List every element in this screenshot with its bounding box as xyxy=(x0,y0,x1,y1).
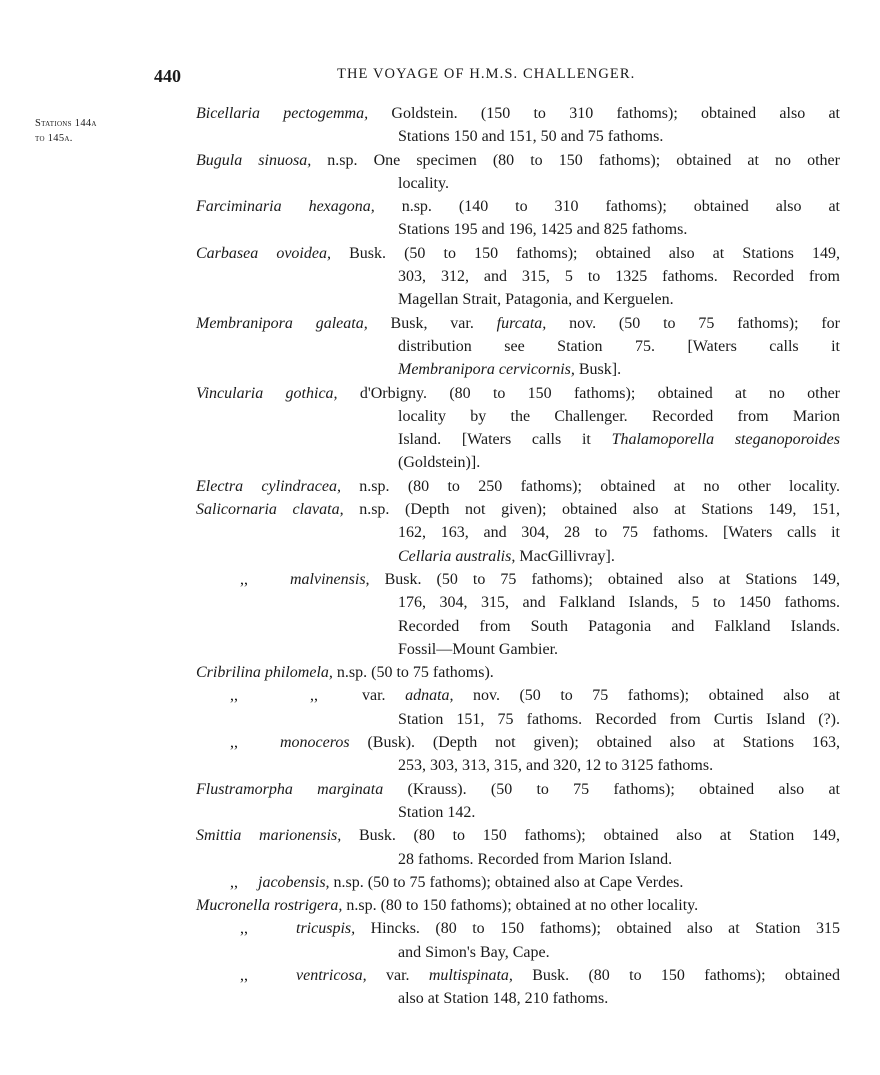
synonym-name: Membranipora cervicornis, xyxy=(398,361,575,379)
species-name: Salicornaria clavata, xyxy=(196,501,344,519)
entry-text: Island. [Waters calls it xyxy=(398,431,612,449)
entry-text: 28 fathoms. Recorded from Marion Island. xyxy=(398,850,673,868)
entry-text: 176, 304, 315, and Falkland Islands, 5 to 1450 fathoms. xyxy=(398,594,840,612)
species-name: ventricosa, xyxy=(296,966,367,984)
species-entry xyxy=(0,917,880,964)
ditto-mark: ,, xyxy=(310,687,318,705)
species-name: Mucronella rostrigera, xyxy=(196,897,343,915)
entry-text: n.sp. (140 to 310 fathoms); obtained also at xyxy=(374,198,840,216)
species-name: Bugula sinuosa, xyxy=(196,151,312,169)
ditto-mark: ,, xyxy=(240,966,248,984)
entry-text: n.sp. (80 to 150 fathoms); obtained at no other locality. xyxy=(342,897,699,915)
synonym-name: Cellaria australis, xyxy=(398,547,516,565)
ditto-mark: ,, xyxy=(230,734,238,752)
species-entry xyxy=(0,312,880,382)
species-entry xyxy=(0,242,880,312)
ditto-mark: ,, xyxy=(240,570,248,588)
species-entry xyxy=(0,778,880,825)
margin-note-line: Stations 144a xyxy=(35,118,97,129)
variety-name: multispinata, xyxy=(428,966,513,984)
species-name: Cribrilina philomela, xyxy=(196,664,333,682)
entry-text: d'Orbigny. (80 to 150 fathoms); obtained at no other xyxy=(337,384,840,402)
species-entry xyxy=(0,382,880,475)
synonym-name: Thalamoporella steganoporoides xyxy=(611,431,841,449)
entry-text: Busk. (50 to 150 fathoms); obtained also at Stations 149, xyxy=(330,244,841,262)
page-number: 440 xyxy=(154,66,181,86)
species-name: Carbasea ovoidea, xyxy=(196,244,331,262)
species-list xyxy=(0,100,880,1011)
species-entry xyxy=(0,824,880,871)
species-entry xyxy=(0,964,880,1011)
running-title: THE VOYAGE OF H.M.S. CHALLENGER. xyxy=(337,66,636,82)
species-name: Electra cylindracea, xyxy=(196,477,341,495)
entry-text: Fossil—Mount Gambier. xyxy=(398,640,559,658)
entry-text: var. xyxy=(366,966,429,984)
species-name: Membranipora galeata, xyxy=(196,314,368,332)
entry-text: nov. (50 to 75 fathoms); obtained also at xyxy=(453,687,841,705)
species-entry xyxy=(0,894,880,917)
ditto-mark: ,, xyxy=(230,873,238,891)
entry-text: n.sp. (Depth not given); obtained also at Stations 149, 151, xyxy=(343,501,841,519)
entry-text: locality. xyxy=(398,174,449,192)
species-name: Bicellaria pectogemma, xyxy=(196,105,369,122)
entry-text: 162, 163, and 304, 28 to 75 fathoms. [Waters calls it xyxy=(398,524,840,542)
species-name: tricuspis, xyxy=(296,920,356,938)
entry-text: distribution see Station 75. [Waters calls it xyxy=(398,337,840,355)
species-entry xyxy=(0,102,880,149)
entry-text: (Busk). (Depth not given); obtained also at Stations 163, xyxy=(349,734,840,752)
species-name: monoceros xyxy=(280,734,350,752)
species-entry xyxy=(0,195,880,242)
ditto-mark: ,, xyxy=(240,920,248,938)
entry-text: Station 151, 75 fathoms. Recorded from Curtis Island (?). xyxy=(398,710,840,728)
entry-text: Busk, var. xyxy=(367,314,497,332)
entry-text: (Krauss). (50 to 75 fathoms); obtained also at xyxy=(383,780,840,798)
species-entry xyxy=(0,684,880,731)
species-entry xyxy=(0,568,880,661)
entry-text: (Goldstein)]. xyxy=(398,454,481,472)
species-name: Vincularia gothica, xyxy=(196,384,338,402)
species-entry xyxy=(0,871,880,894)
entry-text: Goldstein. (150 to 310 fathoms); obtained also at xyxy=(368,105,841,122)
entry-text: var. xyxy=(362,687,406,705)
entry-text: n.sp. (50 to 75 fathoms). xyxy=(332,664,494,682)
margin-note-line: to 145a. xyxy=(35,133,73,144)
species-name: Smittia marionensis, xyxy=(196,827,342,845)
entry-text: MacGillivray]. xyxy=(515,547,615,565)
entry-text: Busk]. xyxy=(574,361,622,379)
entry-text: locality by the Challenger. Recorded from Marion xyxy=(398,407,840,425)
species-entry xyxy=(0,475,880,498)
entry-text: Magellan Strait, Patagonia, and Kerguelen. xyxy=(398,291,674,309)
entry-text: 253, 303, 313, 315, and 320, 12 to 3125 fathoms. xyxy=(398,757,714,775)
variety-name: furcata, xyxy=(496,314,547,332)
entry-text: n.sp. One specimen (80 to 150 fathoms); obtained at no other xyxy=(311,151,840,169)
species-entry xyxy=(0,498,880,568)
entry-text: Stations 195 and 196, 1425 and 825 fathoms. xyxy=(398,221,688,239)
entry-text: Station 142. xyxy=(398,803,476,821)
entry-text: and Simon's Bay, Cape. xyxy=(398,943,550,961)
entry-text: n.sp. (80 to 250 fathoms); obtained at no other locality. xyxy=(340,477,841,495)
entry-text: Busk. (80 to 150 fathoms); obtained also at Station 149, xyxy=(341,827,840,845)
entry-text: Hincks. (80 to 150 fathoms); obtained also at Station 315 xyxy=(355,920,840,938)
species-entry xyxy=(0,661,880,684)
entry-text: also at Station 148, 210 fathoms. xyxy=(398,990,609,1008)
species-name: Farciminaria hexagona, xyxy=(196,198,375,216)
entry-text: Busk. (80 to 150 fathoms); obtained xyxy=(512,966,840,984)
species-name: Flustramorpha marginata xyxy=(196,780,384,798)
entry-text: Stations 150 and 151, 50 and 75 fathoms. xyxy=(398,128,664,146)
entry-text: Recorded from South Patagonia and Falkland Islands. xyxy=(398,617,840,635)
entry-text: Busk. (50 to 75 fathoms); obtained also at Stations 149, xyxy=(369,570,840,588)
species-name: jacobensis, xyxy=(258,873,330,891)
species-entry xyxy=(0,149,880,196)
entry-text: nov. (50 to 75 fathoms); for xyxy=(546,314,841,332)
ditto-mark: ,, xyxy=(230,687,238,705)
species-entry xyxy=(0,731,880,778)
entry-text: n.sp. (50 to 75 fathoms); obtained also at Cape Verdes. xyxy=(329,873,684,891)
species-name: malvinensis, xyxy=(290,570,370,588)
variety-name: adnata, xyxy=(405,687,454,705)
entry-text: 303, 312, and 315, 5 to 1325 fathoms. Recorded from xyxy=(398,268,840,286)
